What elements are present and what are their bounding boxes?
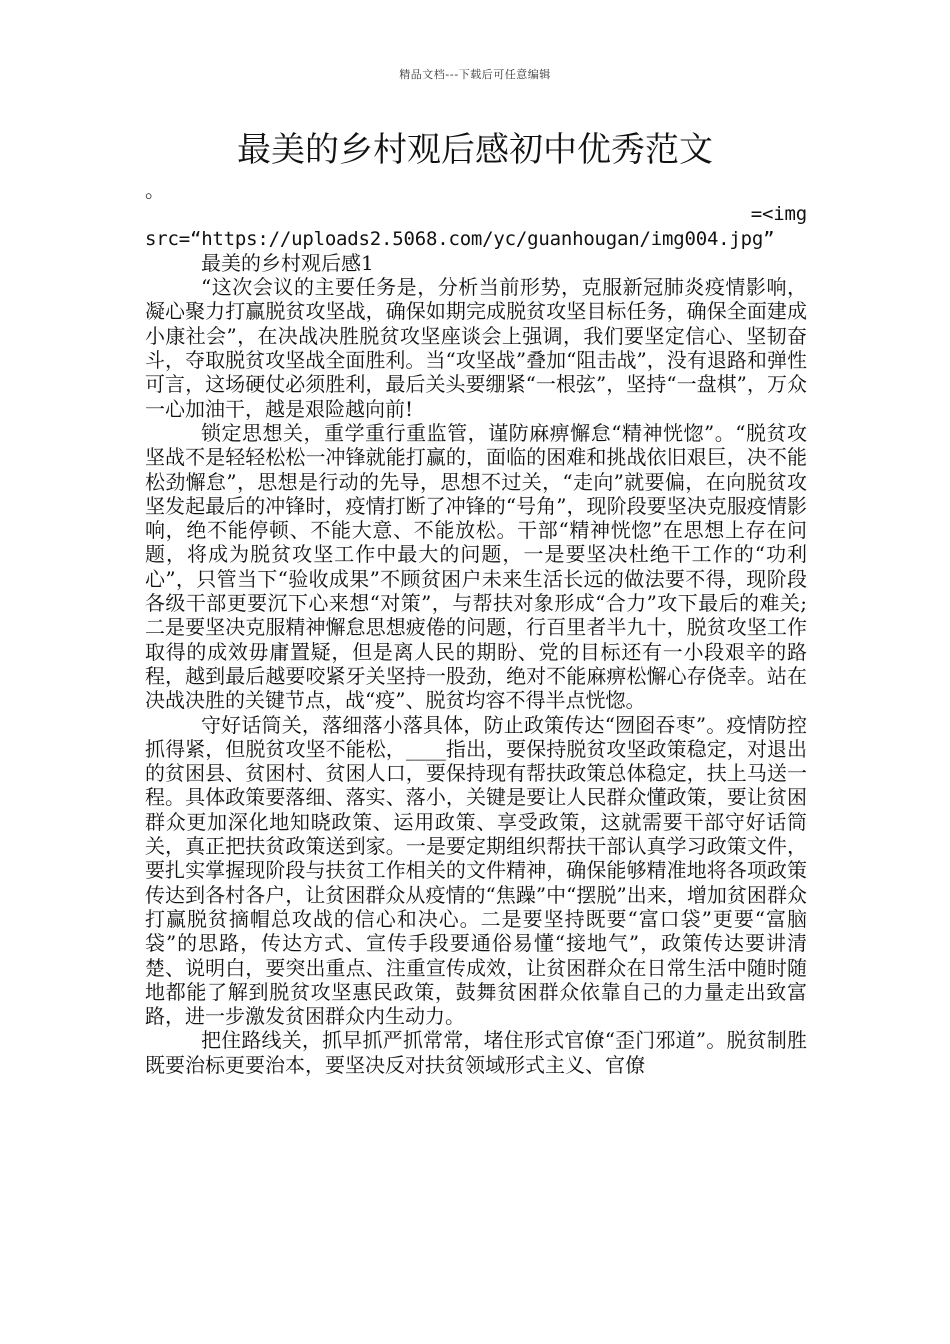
dot-line: 。 (145, 178, 165, 202)
img-src-line: src=“https://uploads2.5068.com/yc/guanhougan/img004.jpg” (145, 227, 775, 250)
paragraph: 锁定思想关，重学重行重监管，谨防麻痹懈怠“精神恍惚”。“脱贫攻坚战不是轻轻松松一冲锋就能打赢的，面临的困难和挑战依旧艰巨，决不能松劲懈怠”，思想是行动的先导，思想不过关，“走向”就要偏，在向脱贫攻坚发起最后的冲锋时，疫情打断了冲锋的“号角”，现阶段要坚决克服疫情影响，绝不能停顿、不能大意、不能放松。干部“精神恍惚”在思想上存在问题，将成为脱贫攻坚工作中最大的问题，一是要坚决杜绝干工作的“功利心”，只管当下“验收成果”不顾贫困户未来生活长远的做法要不得，现阶段各级干部更要沉下心来想“对策”，与帮扶对象形成“合力”攻下最后的难关;二是要坚决克服精神懈怠思想疲倦的问题，行百里者半九十，脱贫攻坚工作取得的成效毋庸置疑，但是离人民的期盼、党的目标还有一小段艰辛的路程，越到最后越要咬紧牙关坚持一股劲，绝对不能麻痹松懈心存侥幸。站在决战决胜的关键节点，战“疫”、脱贫均容不得半点恍惚。 (145, 420, 807, 713)
paragraph: 把住路线关，抓早抓严抓常常，堵住形式官僚“歪门邪道”。脱贫制胜既要治标更要治本，要坚决反对扶贫领域形式主义、官僚 (145, 1028, 807, 1077)
document-title: 最美的乡村观后感初中优秀范文 (237, 130, 713, 170)
img-tag-line: =<img (750, 203, 807, 226)
page-header: 精品文档---下载后可任意编辑 (399, 68, 551, 81)
section-heading: 最美的乡村观后感1 (201, 250, 374, 275)
paragraph: 守好话筒关，落细落小落具体，防止政策传达“囫囵吞枣”。疫情防控抓得紧，但脱贫攻坚不能松，____指出，要保持脱贫攻坚政策稳定，对退出的贫困县、贫困村、贫困人口，要保持现有帮扶政策总体稳定，扶上马送一程。具体政策要落细、落实、落小，关键是要让人民群众懂政策，要让贫困群众更加深化地知晓政策、运用政策、享受政策，这就需要干部守好话筒关，真正把扶贫政策送到家。一是要定期组织帮扶干部认真学习政策文件，要扎实掌握现阶段与扶贫工作相关的文件精神，确保能够精准地将各项政策传达到各村各户，让贫困群众从疫情的“焦躁”中“摆脱”出来，增加贫困群众打赢脱贫摘帽总攻战的信心和决心。二是要坚持既要“富口袋”更要“富脑袋”的思路，传达方式、宣传手段要通俗易懂“接地气”，政策传达要讲清楚、说明白，要突出重点、注重宣传成效，让贫困群众在日常生活中随时随地都能了解到脱贫攻坚惠民政策，鼓舞贫困群众依靠自己的力量走出致富路，进一步激发贫困群众内生动力。 (145, 712, 807, 1029)
document-body (145, 178, 807, 1077)
paragraph: “这次会议的主要任务是，分析当前形势，克服新冠肺炎疫情影响，凝心聚力打赢脱贫攻坚战，确保如期完成脱贫攻坚目标任务，确保全面建成小康社会”，在决战决胜脱贫攻坚座谈会上强调，我们要坚定信心、坚韧奋斗，夺取脱贫攻坚战全面胜利。当“攻坚战”叠加“阻击战”，没有退路和弹性可言，这场硬仗必须胜利，最后关头要绷紧“一根弦”，坚持“一盘棋”，万众一心加油干，越是艰险越向前! (145, 275, 807, 421)
